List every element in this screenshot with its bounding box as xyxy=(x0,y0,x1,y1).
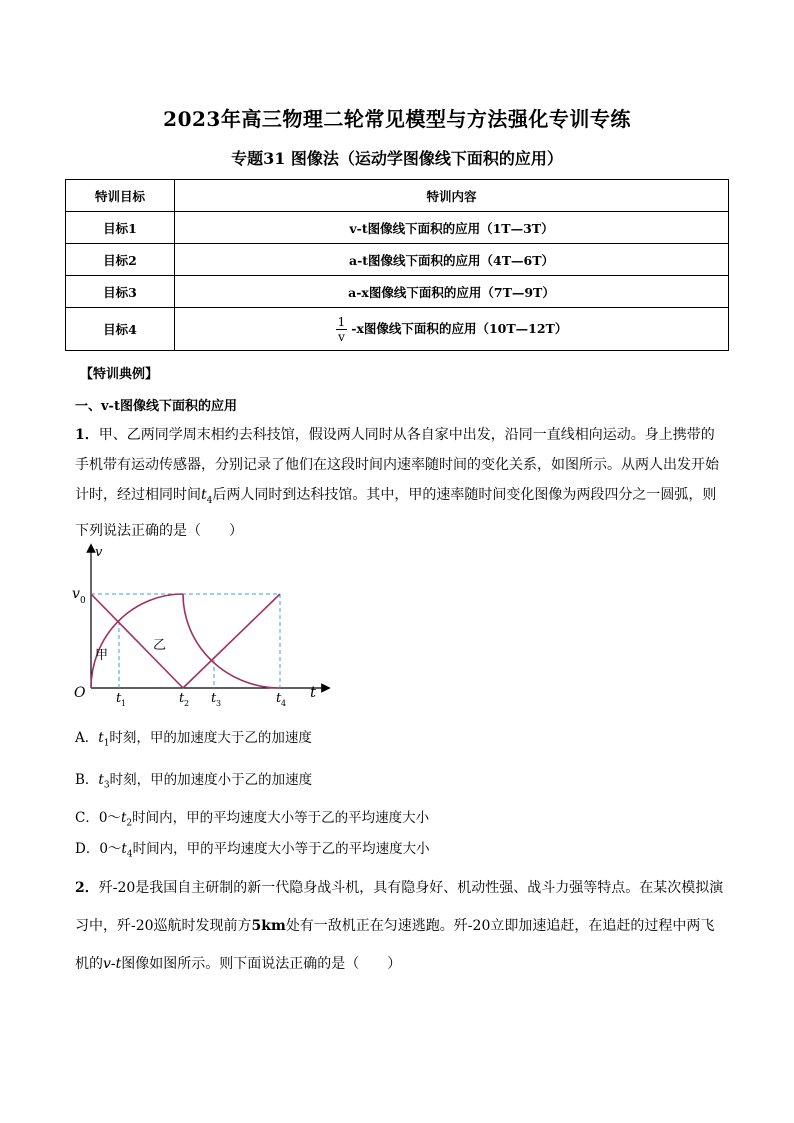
v-axis-label: v xyxy=(95,545,103,560)
table-cell-target: 目标2 xyxy=(66,244,175,276)
option-d[interactable]: D．$0\sim t_4$时间内，甲的平均速度大小等于乙的平均速度大小 xyxy=(75,841,430,860)
section-label: 【特训典例】 xyxy=(80,367,159,382)
table-cell-content: v-t图像线下面积的应用（1T—3T） xyxy=(175,212,729,244)
page-subtitle: 专题31 图像法（运动学图像线下面积的应用） xyxy=(231,149,563,168)
origin-label: O xyxy=(74,685,86,701)
table-row xyxy=(66,308,729,351)
jia-label: 甲 xyxy=(95,648,109,663)
option-b[interactable]: B．$t_3$时刻，甲的加速度小于乙的加速度 xyxy=(75,772,313,791)
table-cell-content: a-x图像线下面积的应用（7T—9T） xyxy=(175,276,729,308)
v0-label: v xyxy=(72,586,80,602)
dashed-guides xyxy=(91,594,280,688)
t2-subscript: 2 xyxy=(184,699,190,708)
table-cell-target: 目标4 xyxy=(66,308,175,351)
table-cell-content: a-t图像线下面积的应用（4T—6T） xyxy=(175,244,729,276)
option-a[interactable]: A．$t_1$时刻，甲的加速度大于乙的加速度 xyxy=(75,730,312,749)
option-c[interactable]: C．$0\sim t_2$时间内，甲的平均速度大小等于乙的平均速度大小 xyxy=(75,810,430,829)
table-cell-content xyxy=(175,308,729,351)
time-symbol: t xyxy=(201,487,207,503)
table-cell-content-text: -x图像线下面积的应用（10T—12T） xyxy=(351,320,568,336)
table-header-content: 特训内容 xyxy=(175,180,729,212)
v0-subscript: 0 xyxy=(80,596,86,606)
question-number: 1． xyxy=(75,427,99,443)
t2-label: t xyxy=(179,691,185,706)
question-1-text: 1．甲、乙两同学周末相约去科技馆，假设两人同时从各自家中出发，沿同一直线相向运动。身上携带的手机带有运动传感器，分别记录了他们在这段时间内速率随时间的变化关系，如图所示。从两人出发开始计时，经过相同时间$t_4$后两人同时到达科技馆。其中，甲的速率随时间变化图像为两段四分之一圆弧，则下列说法正确的是（ ） xyxy=(75,427,719,539)
table-row xyxy=(66,244,729,276)
t4-subscript: 4 xyxy=(281,699,287,708)
t3-subscript: 3 xyxy=(216,699,222,708)
t4-label: t xyxy=(276,691,282,706)
yi-line-increasing xyxy=(183,594,280,688)
yi-label: 乙 xyxy=(153,638,167,653)
fraction-denominator: v xyxy=(338,329,345,344)
training-target-table xyxy=(65,179,729,351)
table-row xyxy=(66,212,729,244)
t-axis-label: t xyxy=(310,683,317,701)
t3-label: t xyxy=(211,691,217,706)
table-row xyxy=(66,276,729,308)
table-header-target: 特训目标 xyxy=(66,180,175,212)
section-heading: 一、v-t图像线下面积的应用 xyxy=(75,399,237,414)
t1-subscript: 1 xyxy=(121,699,127,708)
table-cell-target: 目标3 xyxy=(66,276,175,308)
page-title: 2023年高三物理二轮常见模型与方法强化专训专练 xyxy=(163,107,631,131)
fraction-one-over-v xyxy=(336,315,348,344)
vt-graph xyxy=(68,542,338,712)
table-header-row xyxy=(66,180,729,212)
table-cell-target: 目标1 xyxy=(66,212,175,244)
question-number: 2． xyxy=(75,880,99,896)
yi-line-decreasing xyxy=(91,594,183,688)
question-2-text: 2．歼-20是我国自主研制的新一代隐身战斗机，具有隐身好、机动性强、战斗力强等特点。在某次模拟演习中，歼-20巡航时发现前方5km处有一敌机正在匀速逃跑。歼-20立即加速追赶，在追赶的过程中两飞机的v-t图像如图所示。则下面说法正确的是（ ） xyxy=(75,880,724,972)
fraction-numerator: 1 xyxy=(337,314,346,329)
t1-label: t xyxy=(116,691,122,706)
